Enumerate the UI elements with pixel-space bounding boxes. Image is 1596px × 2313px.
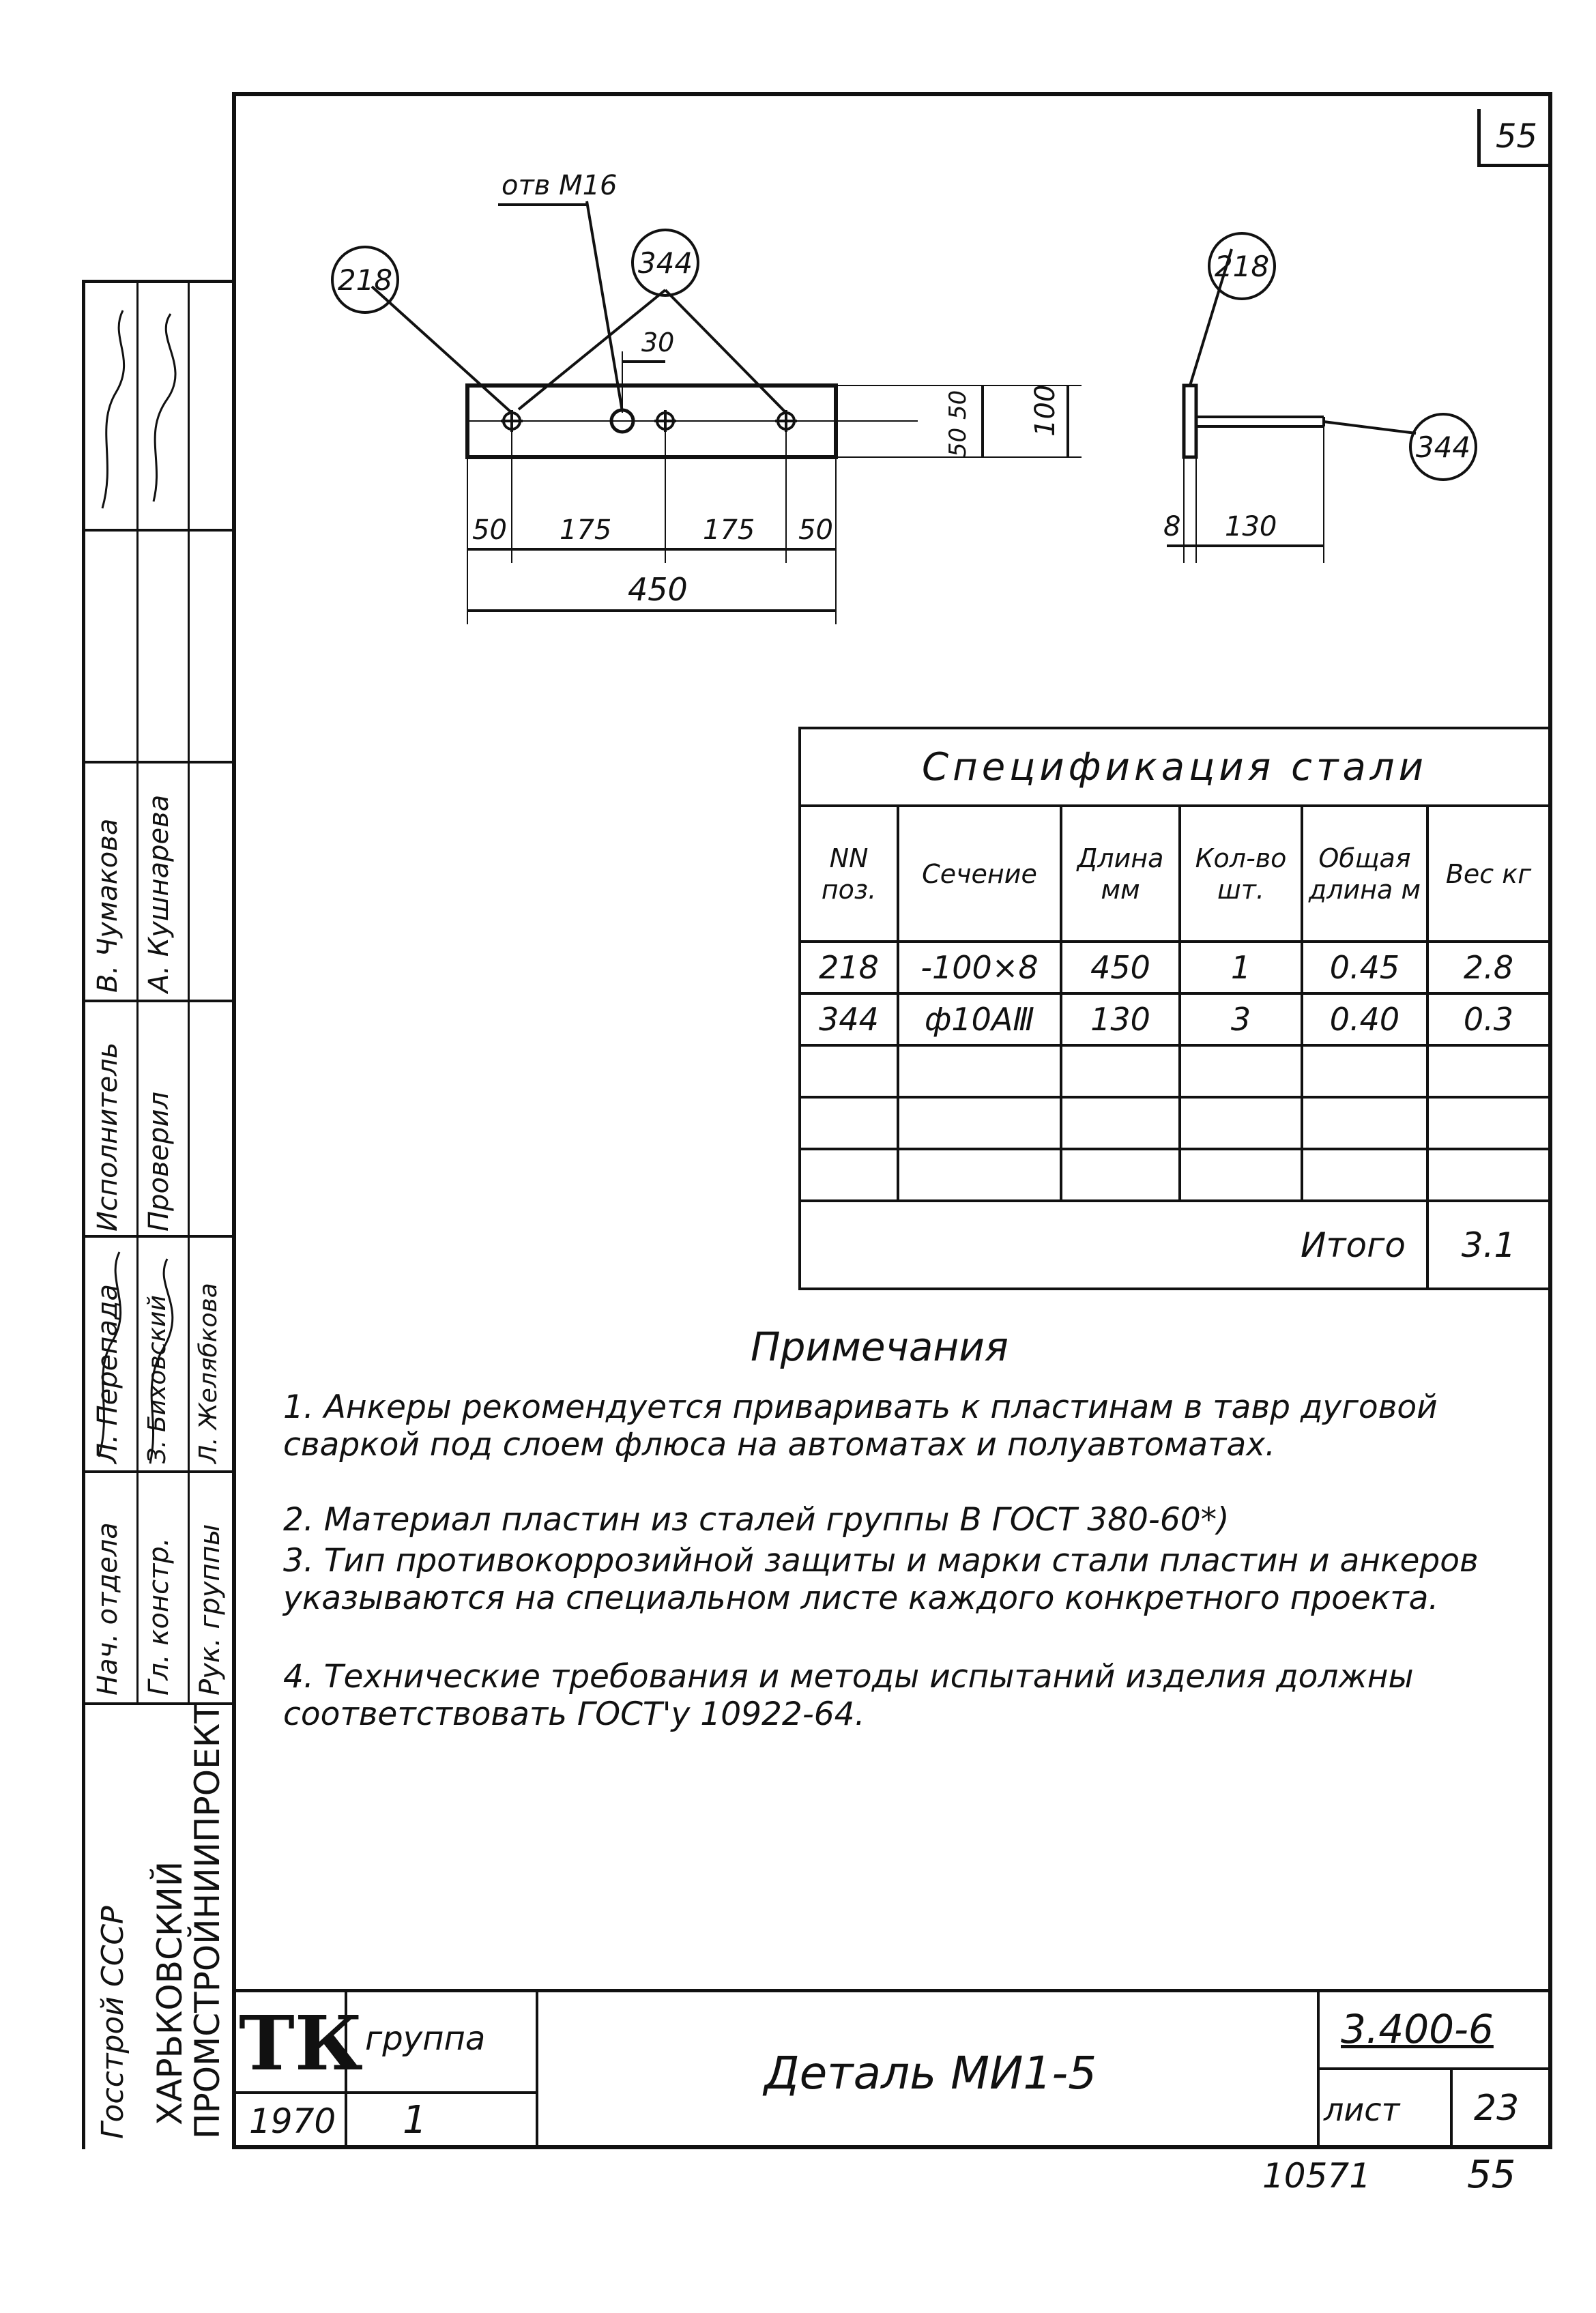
dim-175-left: 175 (560, 514, 612, 546)
cell-pos: 344 (800, 993, 898, 1045)
leader-344-b (665, 290, 786, 413)
notes-title: Примечания (751, 1324, 1009, 1370)
dim-50-vert-b: 50 (944, 427, 972, 457)
note-2: 2. Материал пластин из сталей группы В ГОСТ 380-60*) (283, 1501, 1230, 1539)
note-3: 3. Тип противокоррозийной защиты и марки стали пластин и анкеров указываются на специальном листе каждого конкретного проекта. (283, 1542, 1479, 1617)
cell-length: 130 (1061, 993, 1180, 1045)
name-bikhovsky: З. Биховский (143, 1295, 171, 1464)
name-kushnareva: А. Кушнарева (143, 794, 175, 993)
marker-344-plan-text: 344 (637, 246, 693, 280)
dim-50-left: 50 (472, 514, 507, 546)
note-4: 4. Технические требования и методы испытаний изделия должны соответствовать ГОСТ'у 10922-64. (283, 1658, 1414, 1733)
plate-side (1184, 386, 1196, 457)
leader-344-side (1324, 422, 1416, 433)
name-perepada: Л. Перепада (92, 1283, 124, 1464)
table-row-empty (800, 1045, 1550, 1097)
header-total-length: Общая длина м (1302, 806, 1427, 942)
cell-section: -100×8 (898, 942, 1061, 993)
series-number: 3.400-6 (1341, 2006, 1494, 2052)
signature-group-1 (85, 1238, 188, 1470)
role-head-dept: Нач. отдела (92, 1522, 124, 1696)
cell-qty: 1 (1180, 942, 1302, 993)
header-pos: NN поз. (800, 806, 898, 942)
dim-175-right: 175 (703, 514, 755, 546)
year: 1970 (249, 2101, 336, 2141)
institute-line-2: ПРОМСТРОЙНИИПРОЕКТ (188, 1702, 227, 2139)
steel-spec-table (798, 727, 1551, 1290)
header-length: Длина мм (1061, 806, 1180, 942)
anchor-mark-2 (654, 410, 676, 432)
table-row (800, 993, 1550, 1045)
name-chumakova: В. Чумакова (92, 818, 124, 993)
cell-pos: 218 (800, 942, 898, 993)
note-1: 1. Анкеры рекомендуется приваривать к пластинам в тавр дуговой сваркой под слоем флюса на автоматах и полуавтоматах. (283, 1388, 1438, 1464)
cell-total-length: 0.40 (1302, 993, 1427, 1045)
detail-title: Деталь МИ1-5 (764, 2047, 1097, 2099)
anchor-mark-1 (501, 410, 523, 432)
marker-344-side-text: 344 (1415, 431, 1471, 464)
total-label: Итого (800, 1201, 1427, 1289)
detail-drawing (232, 92, 1552, 638)
leader-hole (587, 201, 622, 411)
table-row (800, 942, 1550, 993)
org-gosstroy: Госстрой СССР (96, 1906, 130, 2139)
cell-total-length: 0.45 (1302, 942, 1427, 993)
sheet-number-top: 55 (1477, 109, 1552, 167)
signature-group-2 (85, 297, 188, 522)
header-section: Сечение (898, 806, 1061, 942)
dim-30: 30 (641, 328, 675, 358)
dim-side-8: 8 (1163, 511, 1181, 542)
role-group-lead: Рук. группы (194, 1524, 226, 1696)
cell-length: 450 (1061, 942, 1180, 993)
role-chief-constructor: Гл. констр. (143, 1537, 175, 1696)
marker-218-side-text: 218 (1214, 250, 1270, 283)
cell-qty: 3 (1180, 993, 1302, 1045)
title-block (232, 1989, 1552, 2149)
spec-table-title: Спецификация стали (800, 728, 1550, 806)
dim-100-vert: 100 (1030, 384, 1061, 437)
sheet-label: лист (1324, 2091, 1400, 2128)
left-stamp (82, 280, 232, 2149)
institute-line-1: ХАРЬКОВСКИЙ (150, 1861, 190, 2125)
cell-section: ф10АⅢ (898, 993, 1061, 1045)
role-executor: Исполнитель (92, 1042, 124, 1232)
header-qty: Кол-во шт. (1180, 806, 1302, 942)
dim-50-right: 50 (798, 514, 833, 546)
name-zhelyabkova: Л. Желябкова (194, 1283, 222, 1464)
cell-weight: 2.8 (1427, 942, 1550, 993)
header-weight: Вес кг (1427, 806, 1550, 942)
page-number: 55 (1467, 2153, 1516, 2197)
marker-218-plan-text: 218 (337, 263, 393, 297)
dim-450: 450 (628, 571, 688, 608)
group-label: группа (365, 2020, 486, 2058)
cell-weight: 0.3 (1427, 993, 1550, 1045)
table-row-empty (800, 1149, 1550, 1201)
dim-50-vert-a: 50 (944, 390, 972, 420)
hole-label: отв М16 (502, 170, 618, 201)
inventory-number: 10571 (1262, 2156, 1372, 2196)
group-value: 1 (403, 2098, 427, 2142)
anchor-mark-3 (775, 410, 797, 432)
dim-side-130: 130 (1225, 511, 1277, 542)
table-row-empty (800, 1097, 1550, 1149)
leader-218 (372, 287, 512, 413)
sheet-value: 23 (1474, 2088, 1520, 2129)
role-checked: Проверил (143, 1091, 175, 1232)
tk-logo: ТК (239, 1999, 363, 2087)
total-value: 3.1 (1427, 1201, 1550, 1289)
